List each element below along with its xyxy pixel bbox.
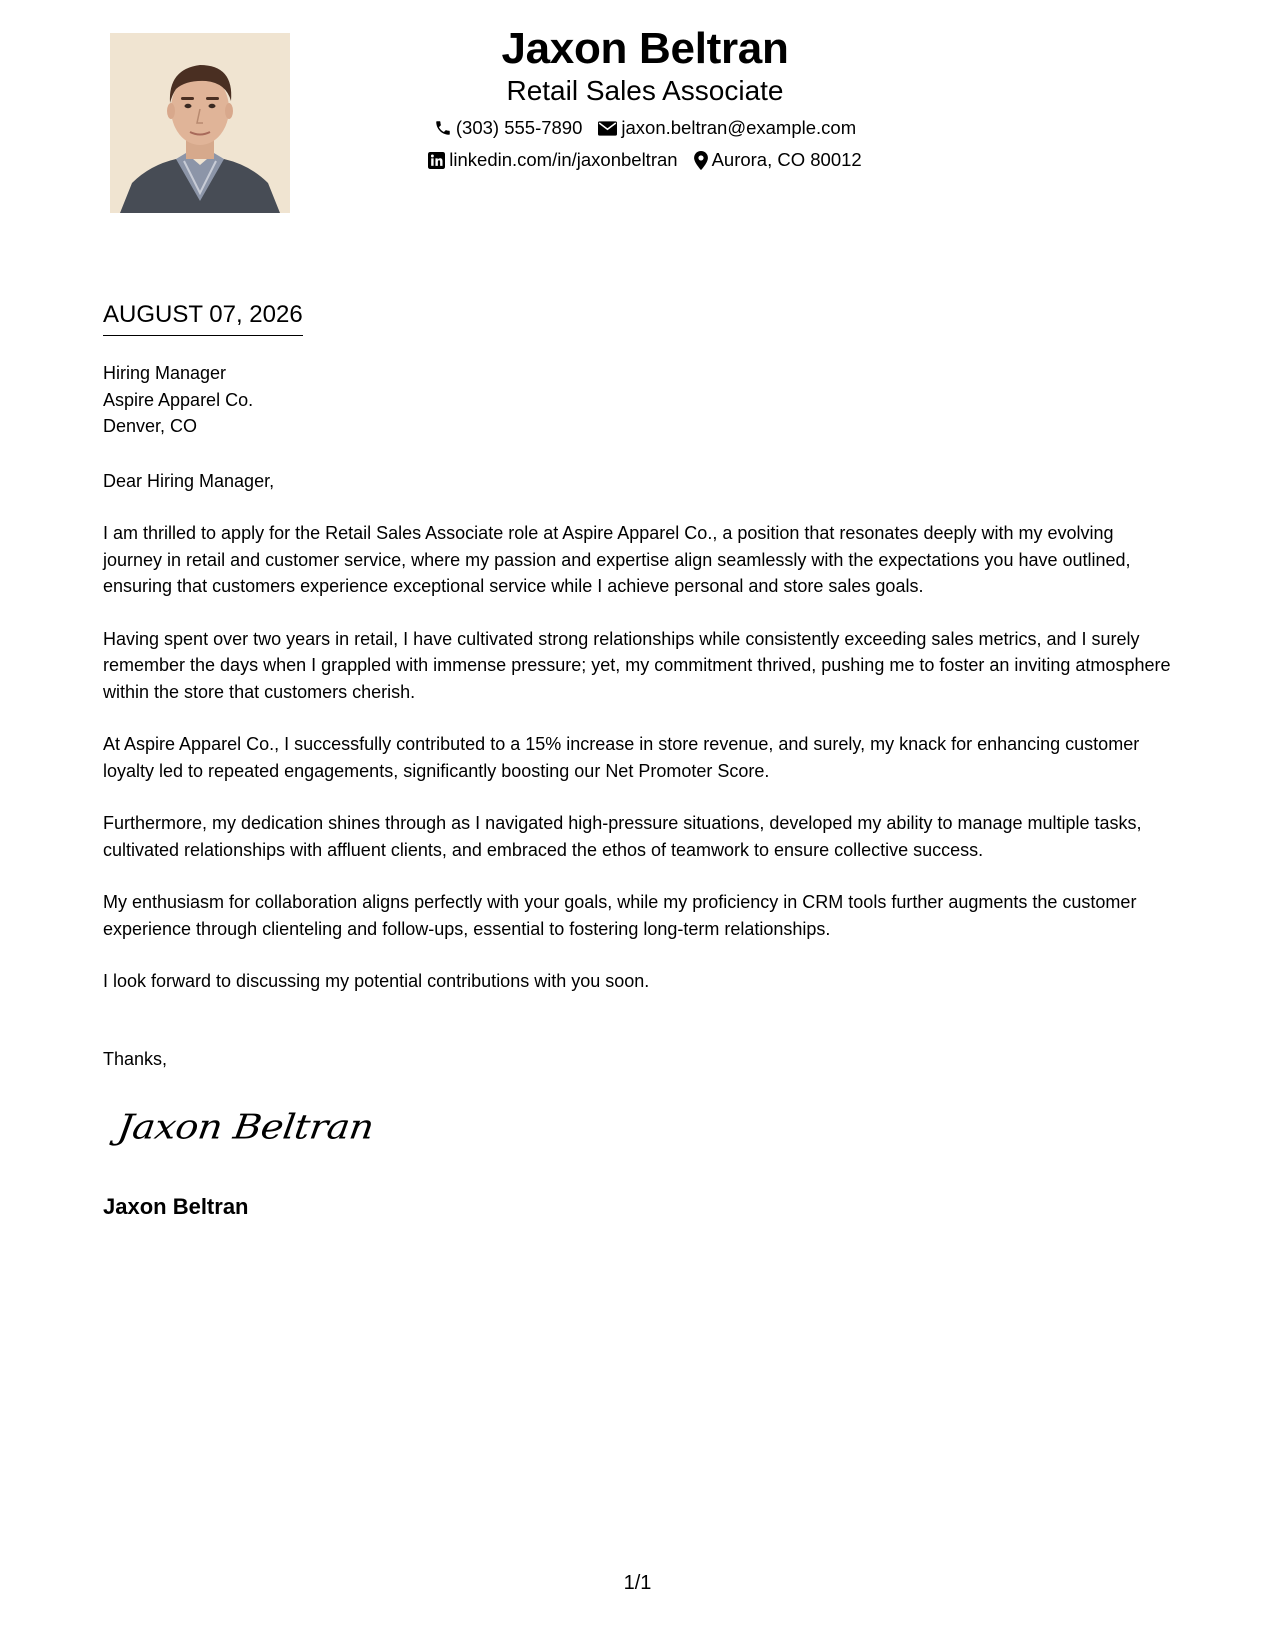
recipient-block [103,360,253,440]
contact-row-secondary [330,148,960,172]
recipient-line: Denver, CO [103,416,198,436]
contact-linkedin [428,148,677,172]
profile-photo [110,33,290,213]
email-address[interactable]: jaxon.beltran@example.com [621,117,857,138]
applicant-title: Retail Sales Associate [506,75,784,106]
envelope-icon [598,121,617,136]
page-number: 1/1 [623,1572,652,1594]
salutation: Dear Hiring Manager, [103,471,275,491]
phone-icon [434,119,452,137]
map-pin-icon [694,151,708,170]
location-text: Aurora, CO 80012 [711,149,862,170]
body-paragraph: I look forward to discussing my potential contributions with you soon. [103,971,650,991]
body-paragraph: My enthusiasm for collaboration aligns perfectly with your goals, while my proficiency in CRM tools further augments the customer experience through clienteling and follow-ups, essential to fostering long-term relationships. [103,892,1137,939]
signature-text: Jaxon Beltran [115,1107,377,1147]
contact-email [598,116,856,140]
applicant-name: Jaxon Beltran [501,24,789,73]
contact-location [694,148,862,172]
recipient-line: Hiring Manager [103,363,227,383]
body-paragraph: Furthermore, my dedication shines through as I navigated high-pressure situations, developed my ability to manage multiple tasks, cultivated relationships with affluent clients, and embraced the ethos of teamwork to ensure collective success. [103,813,1142,860]
linkedin-icon [428,152,445,169]
closing: Thanks, [103,1049,168,1069]
recipient-line: Aspire Apparel Co. [103,389,254,410]
contact-row-primary [330,116,960,140]
signed-name: Jaxon Beltran [103,1194,249,1219]
signature-image [115,1100,377,1160]
body-paragraph: I am thrilled to apply for the Retail Sales Associate role at Aspire Apparel Co., a position that resonates deeply with my evolving journey in retail and customer service, where my passion and expertise align seamlessly with the expectations you have outlined, ensuring that customers experience exceptional service while I achieve personal and store sales goals. [103,523,1131,596]
letter-body [103,520,1173,1021]
resume-header [330,22,960,172]
phone-number[interactable]: (303) 555-7890 [455,117,583,138]
linkedin-url[interactable]: linkedin.com/in/jaxonbeltran [449,149,678,170]
contact-phone [434,116,583,140]
body-paragraph: Having spent over two years in retail, I have cultivated strong relationships while consistently exceeding sales metrics, and I surely remember the days when I grappled with immense pressure; yet, my commitment thrived, pushing me to foster an inviting atmosphere within the store that customers cherish. [103,628,1171,702]
body-paragraph: At Aspire Apparel Co., I successfully contributed to a 15% increase in store revenue, and surely, my knack for enhancing customer loyalty led to repeated engagements, significantly boosting our Net Promoter Score. [103,734,1140,781]
letter-date: AUGUST 07, 2026 [103,300,303,336]
